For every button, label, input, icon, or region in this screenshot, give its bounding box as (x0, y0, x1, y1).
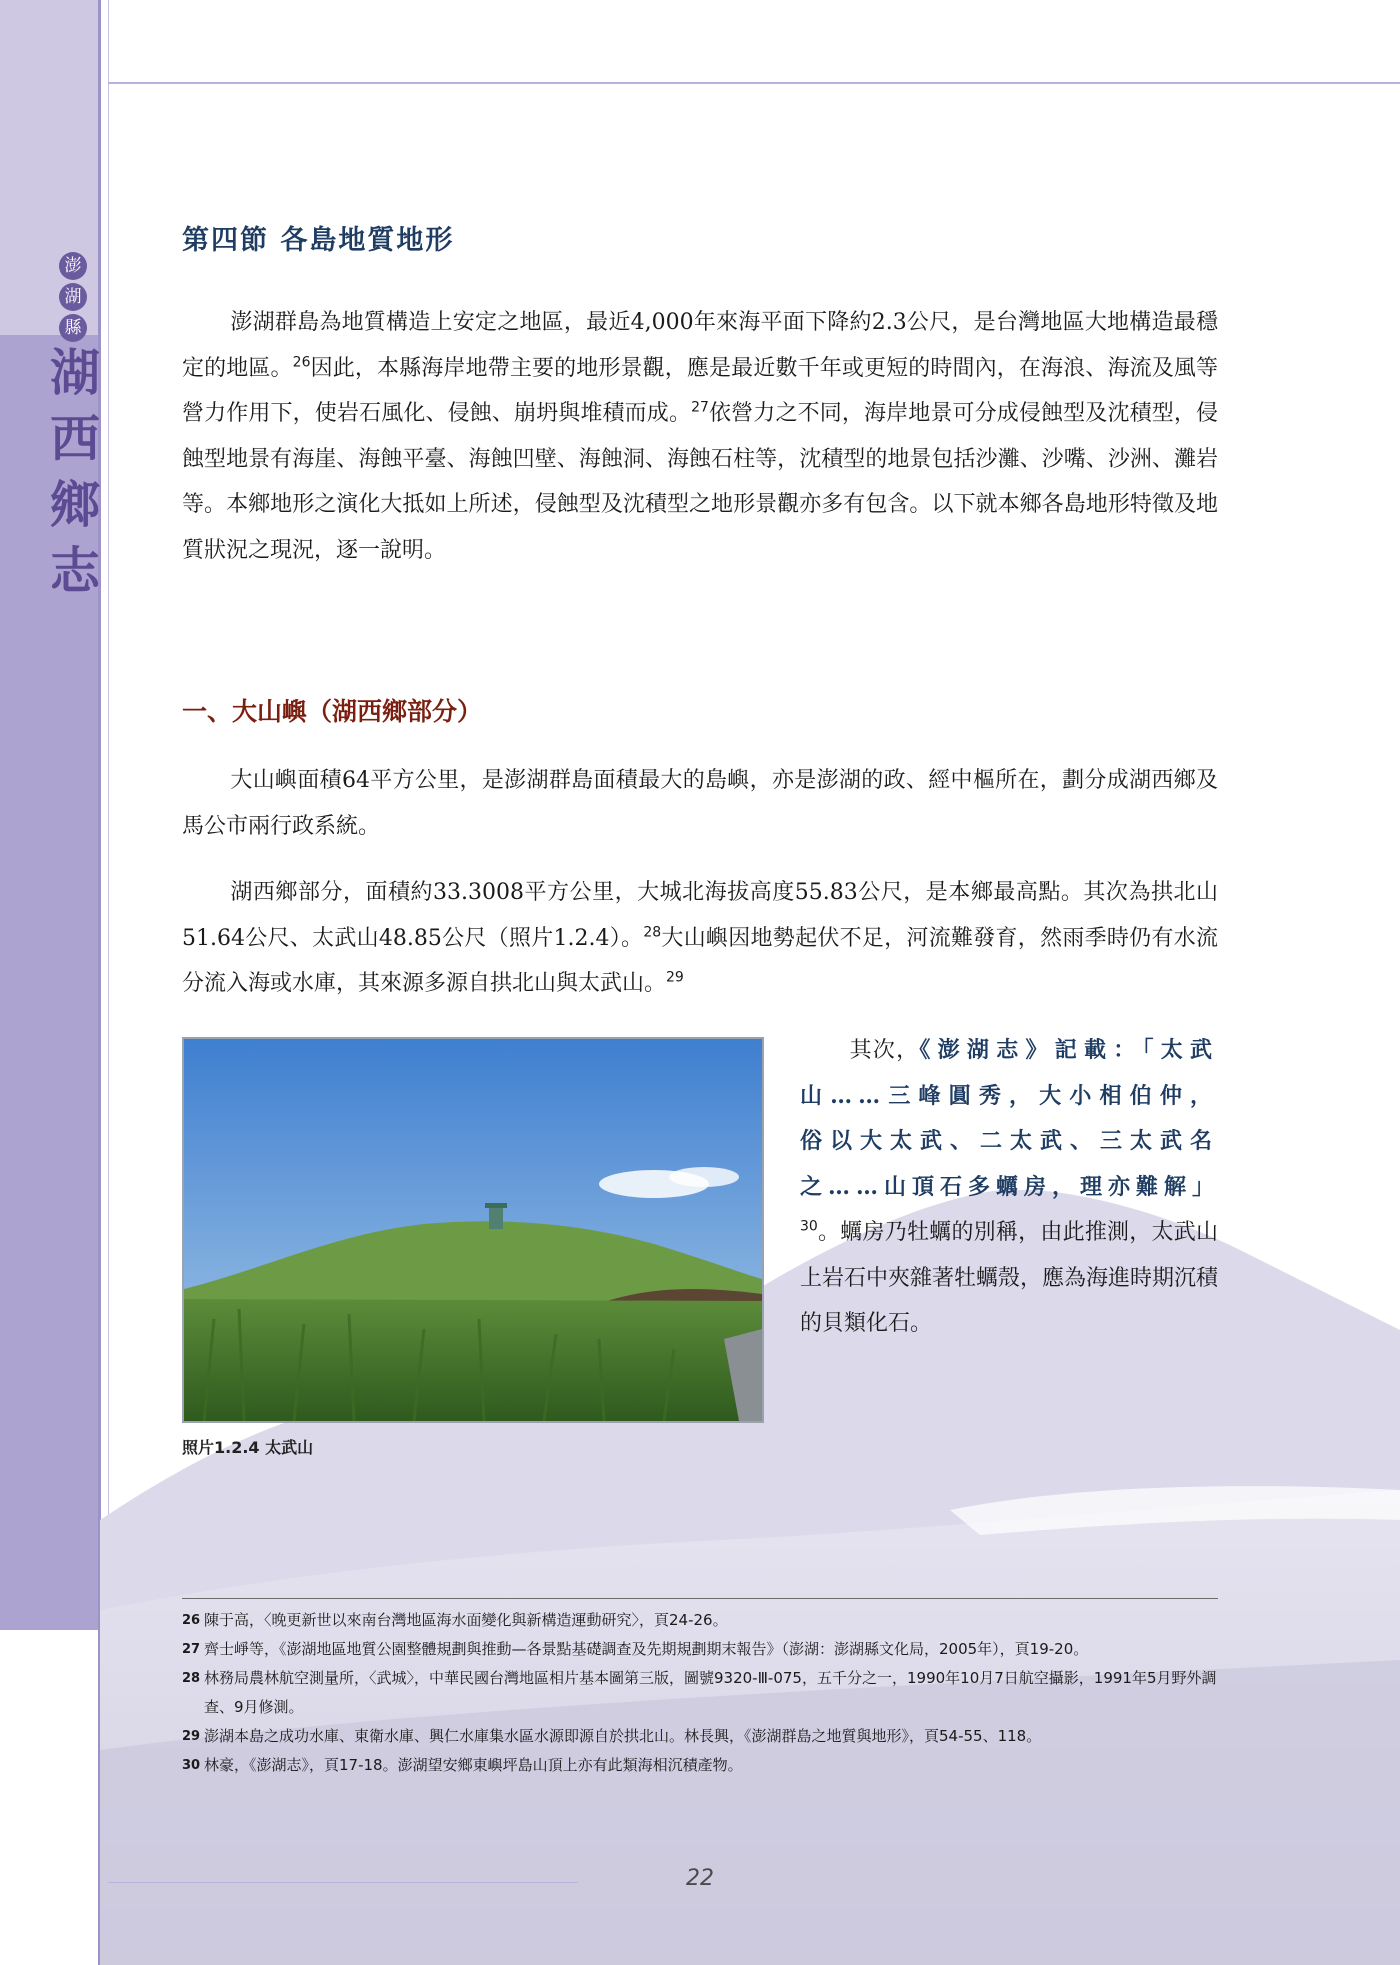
spine-county-badges (58, 252, 88, 342)
intro-text-2: 因此，本縣海岸地帶主要的地形景觀，應是最近數千年或更短的時間內，在海浪、海流及風等營力作用下，使岩石風化、侵蝕、崩坍與堆積而成。 (182, 355, 1218, 426)
para2-text-a: 湖西鄉部分，面積約33.3008平方公里，大城北海拔高度55.83公尺，是本鄉最高點。其次為拱北山51.64公尺、太武山48.85公尺（照片1.2.4）。 (182, 880, 1218, 951)
spine-county-char: 湖 (59, 283, 87, 311)
footnote-ref-27[interactable]: 27 (691, 399, 709, 416)
section-heading: 第四節 各島地質地形 (182, 225, 455, 256)
para2-text-b: 大山嶼因地勢起伏不足，河流難發育，然雨季時仍有水流分流入海或水庫，其來源多源自拱北山與太武山。 (182, 925, 1218, 996)
footnote-text: 陳于高，〈晚更新世以來南台灣地區海水面變化與新構造運動研究〉，頁24-26。 (204, 1611, 728, 1629)
footnote-ref-28[interactable]: 28 (643, 924, 662, 941)
photo-landscape-illustration (184, 1039, 762, 1421)
spine-book-title (50, 340, 100, 604)
spine-county-char: 澎 (59, 252, 87, 280)
subsection-paragraph-2-block (182, 870, 1218, 1007)
spine-title-char: 西 (50, 409, 100, 468)
footnote-text: 齊士崢等，《澎湖地區地質公園整體規劃與推動—各景點基礎調查及先期規劃期末報告》（澎湖：澎湖縣文化局，2005年），頁19-20。 (204, 1640, 1089, 1658)
footnote-ref-29[interactable]: 29 (666, 969, 684, 986)
subsection-paragraph-2 (182, 870, 1218, 1007)
footnote-number: 30 (182, 1758, 201, 1773)
subsection-paragraph-1-block (182, 758, 1218, 849)
footnotes-list (182, 1606, 1218, 1780)
side-rest-text: 。蠣房乃牡蠣的別稱，由此推測，太武山上岩石中夾雜著牡蠣殼，應為海進時期沉積的貝類化石。 (800, 1220, 1219, 1336)
side-quote: 《澎湖志》記載：「太武山……三峰圓秀，大小相伯仲，俗以大太武、二太武、三太武名之……山頂石多蠣房，理亦難解」 (800, 1037, 1221, 1200)
page-number: 22 (686, 1866, 714, 1891)
side-paragraph (800, 1028, 1221, 1347)
photo-taiwushan (182, 1037, 764, 1423)
footnote-number: 29 (182, 1729, 201, 1744)
side-lead-text: 其次， (848, 1038, 920, 1063)
footnote-ref-26[interactable]: 26 (292, 354, 311, 371)
footnote-number: 26 (182, 1613, 201, 1628)
intro-paragraph-block (182, 300, 1218, 573)
footnote-text: 林務局農林航空測量所，〈武城〉，中華民國台灣地區相片基本圖第三版，圖號9320-Ⅲ-075，五千分之一，1990年10月7日航空攝影，1991年5月野外調查、9月修測。 (204, 1669, 1217, 1716)
footnote-item (182, 1606, 1218, 1635)
footnote-text: 林豪，《澎湖志》，頁17-18。澎湖望安鄉東嶼坪島山頂上亦有此類海相沉積產物。 (204, 1756, 743, 1774)
footnote-item (182, 1635, 1218, 1664)
footer-rule (108, 1882, 578, 1883)
spine-title-char: 湖 (50, 343, 100, 402)
spine-county-char: 縣 (59, 314, 87, 342)
footnote-item (182, 1664, 1218, 1722)
subsection-paragraph-1: 大山嶼面積64平方公里，是澎湖群島面積最大的島嶼，亦是澎湖的政、經中樞所在，劃分成湖西鄉及馬公市兩行政系統。 (182, 768, 1218, 839)
photo-caption: 照片1.2.4 太武山 (182, 1438, 314, 1457)
footnote-number: 27 (182, 1642, 201, 1657)
subsection-heading: 一、大山嶼（湖西鄉部分） (182, 697, 483, 726)
header-rule (108, 82, 1400, 84)
footnote-divider (182, 1598, 1218, 1599)
intro-paragraph (182, 300, 1218, 573)
footnote-item (182, 1751, 1218, 1780)
intro-text-3: 依營力之不同，海岸地景可分成侵蝕型及沈積型，侵蝕型地景有海崖、海蝕平臺、海蝕凹壁、海蝕洞、海蝕石柱等，沈積型的地景包括沙灘、沙嘴、沙洲、灘岩等。本鄉地形之演化大抵如上所述，侵蝕型及沈積型之地形景觀亦多有包含。以下就本鄉各島地形特徵及地質狀況之現況，逐一說明。 (182, 401, 1218, 563)
spine-title-char: 志 (50, 541, 100, 600)
intro-text-1: 澎湖群島為地質構造上安定之地區，最近4,000年來海平面下降約2.3公尺，是台灣地區大地構造最穩定的地區。 (182, 310, 1218, 381)
footnote-number: 28 (182, 1671, 201, 1686)
spine-title-char: 鄉 (50, 475, 100, 534)
footnote-item (182, 1722, 1218, 1751)
footnote-text: 澎湖本島之成功水庫、東衛水庫、興仁水庫集水區水源即源自於拱北山。林長興，《澎湖群島之地質與地形》，頁54-55、118。 (204, 1727, 1042, 1745)
footnote-ref-30[interactable]: 30 (800, 1218, 818, 1235)
